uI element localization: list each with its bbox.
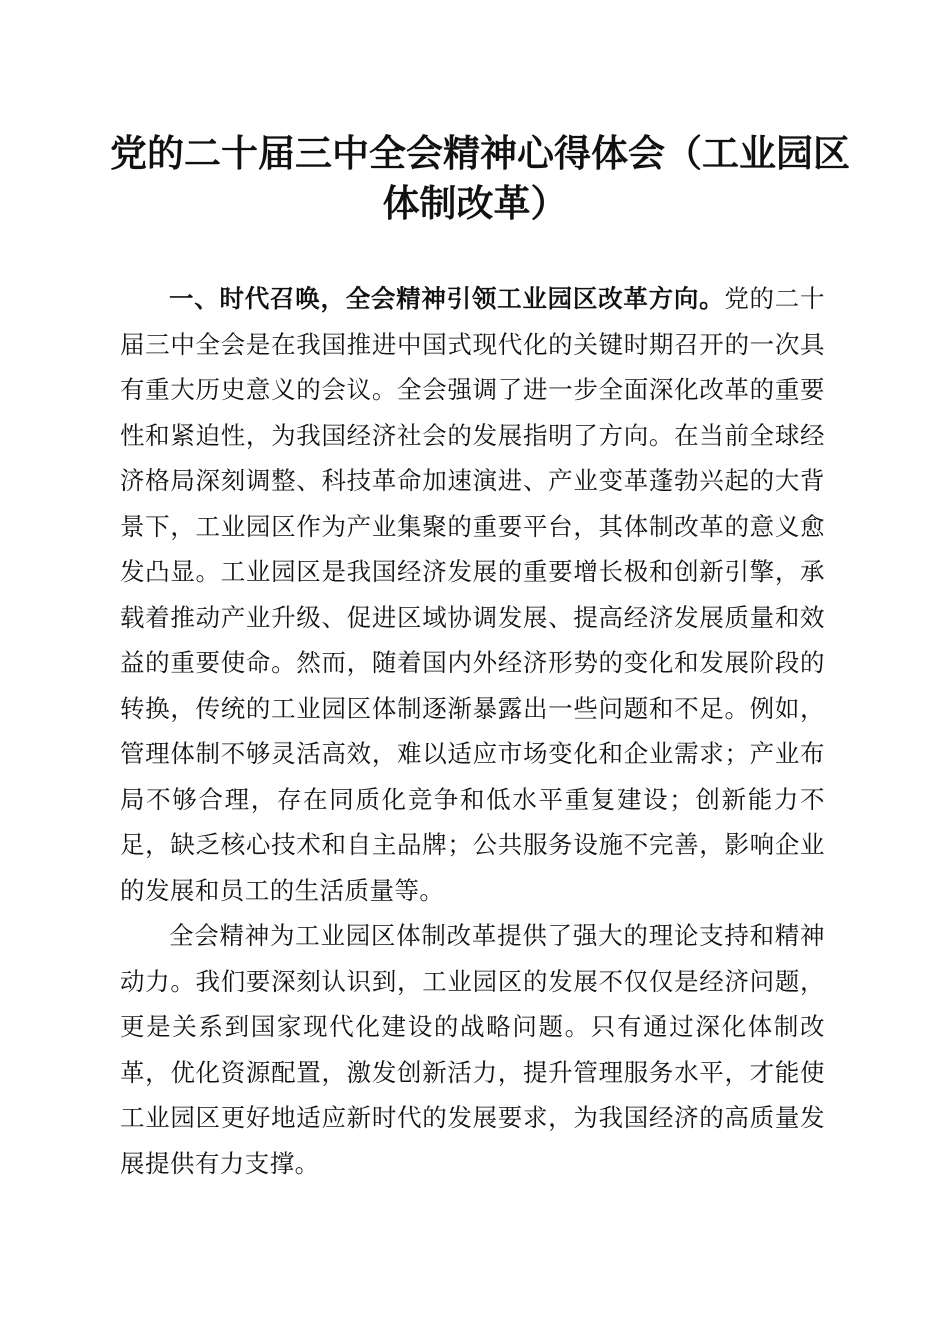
page-title bbox=[110, 128, 850, 228]
section-heading: 一、时代召唤，全会精神引领工业园区改革方向。 bbox=[169, 284, 725, 313]
document-body bbox=[120, 276, 825, 1186]
paragraph-text: 党的二十届三中全会是在我国推进中国式现代化的关键时期召开的一次具有重大历史意义的会议。全会强调了进一步全面深化改革的重要性和紧迫性，为我国经济社会的发展指明了方向。在当前全球经济格局深刻调整、科技革命加速演进、产业变革蓬勃兴起的大背景下，工业园区作为产业集聚的重要平台，其体制改革的意义愈发凸显。工业园区是我国经济发展的重要增长极和创新引擎，承载着推动产业升级、促进区域协调发展、提高经济发展质量和效益的重要使命。然而，随着国内外经济形势的变化和发展阶段的转换，传统的工业园区体制逐渐暴露出一些问题和不足。例如，管理体制不够灵活高效，难以适应市场变化和企业需求；产业布局不够合理，存在同质化竞争和低水平重复建设；创新能力不足，缺乏核心技术和自主品牌；公共服务设施不完善，影响企业的发展和员工的生活质量等。 bbox=[120, 284, 825, 905]
paragraph-2 bbox=[120, 913, 825, 1186]
paragraph-1 bbox=[120, 276, 825, 913]
paragraph-text: 全会精神为工业园区体制改革提供了强大的理论支持和精神动力。我们要深刻认识到，工业园区的发展不仅仅是经济问题，更是关系到国家现代化建设的战略问题。只有通过深化体制改革，优化资源配置，激发创新活力，提升管理服务水平，才能使工业园区更好地适应新时代的发展要求，为我国经济的高质量发展提供有力支撑。 bbox=[120, 921, 825, 1178]
title-line-1: 党的二十届三中全会精神心得体会（工业园区 bbox=[110, 131, 850, 175]
title-line-2: 体制改革） bbox=[382, 181, 568, 225]
